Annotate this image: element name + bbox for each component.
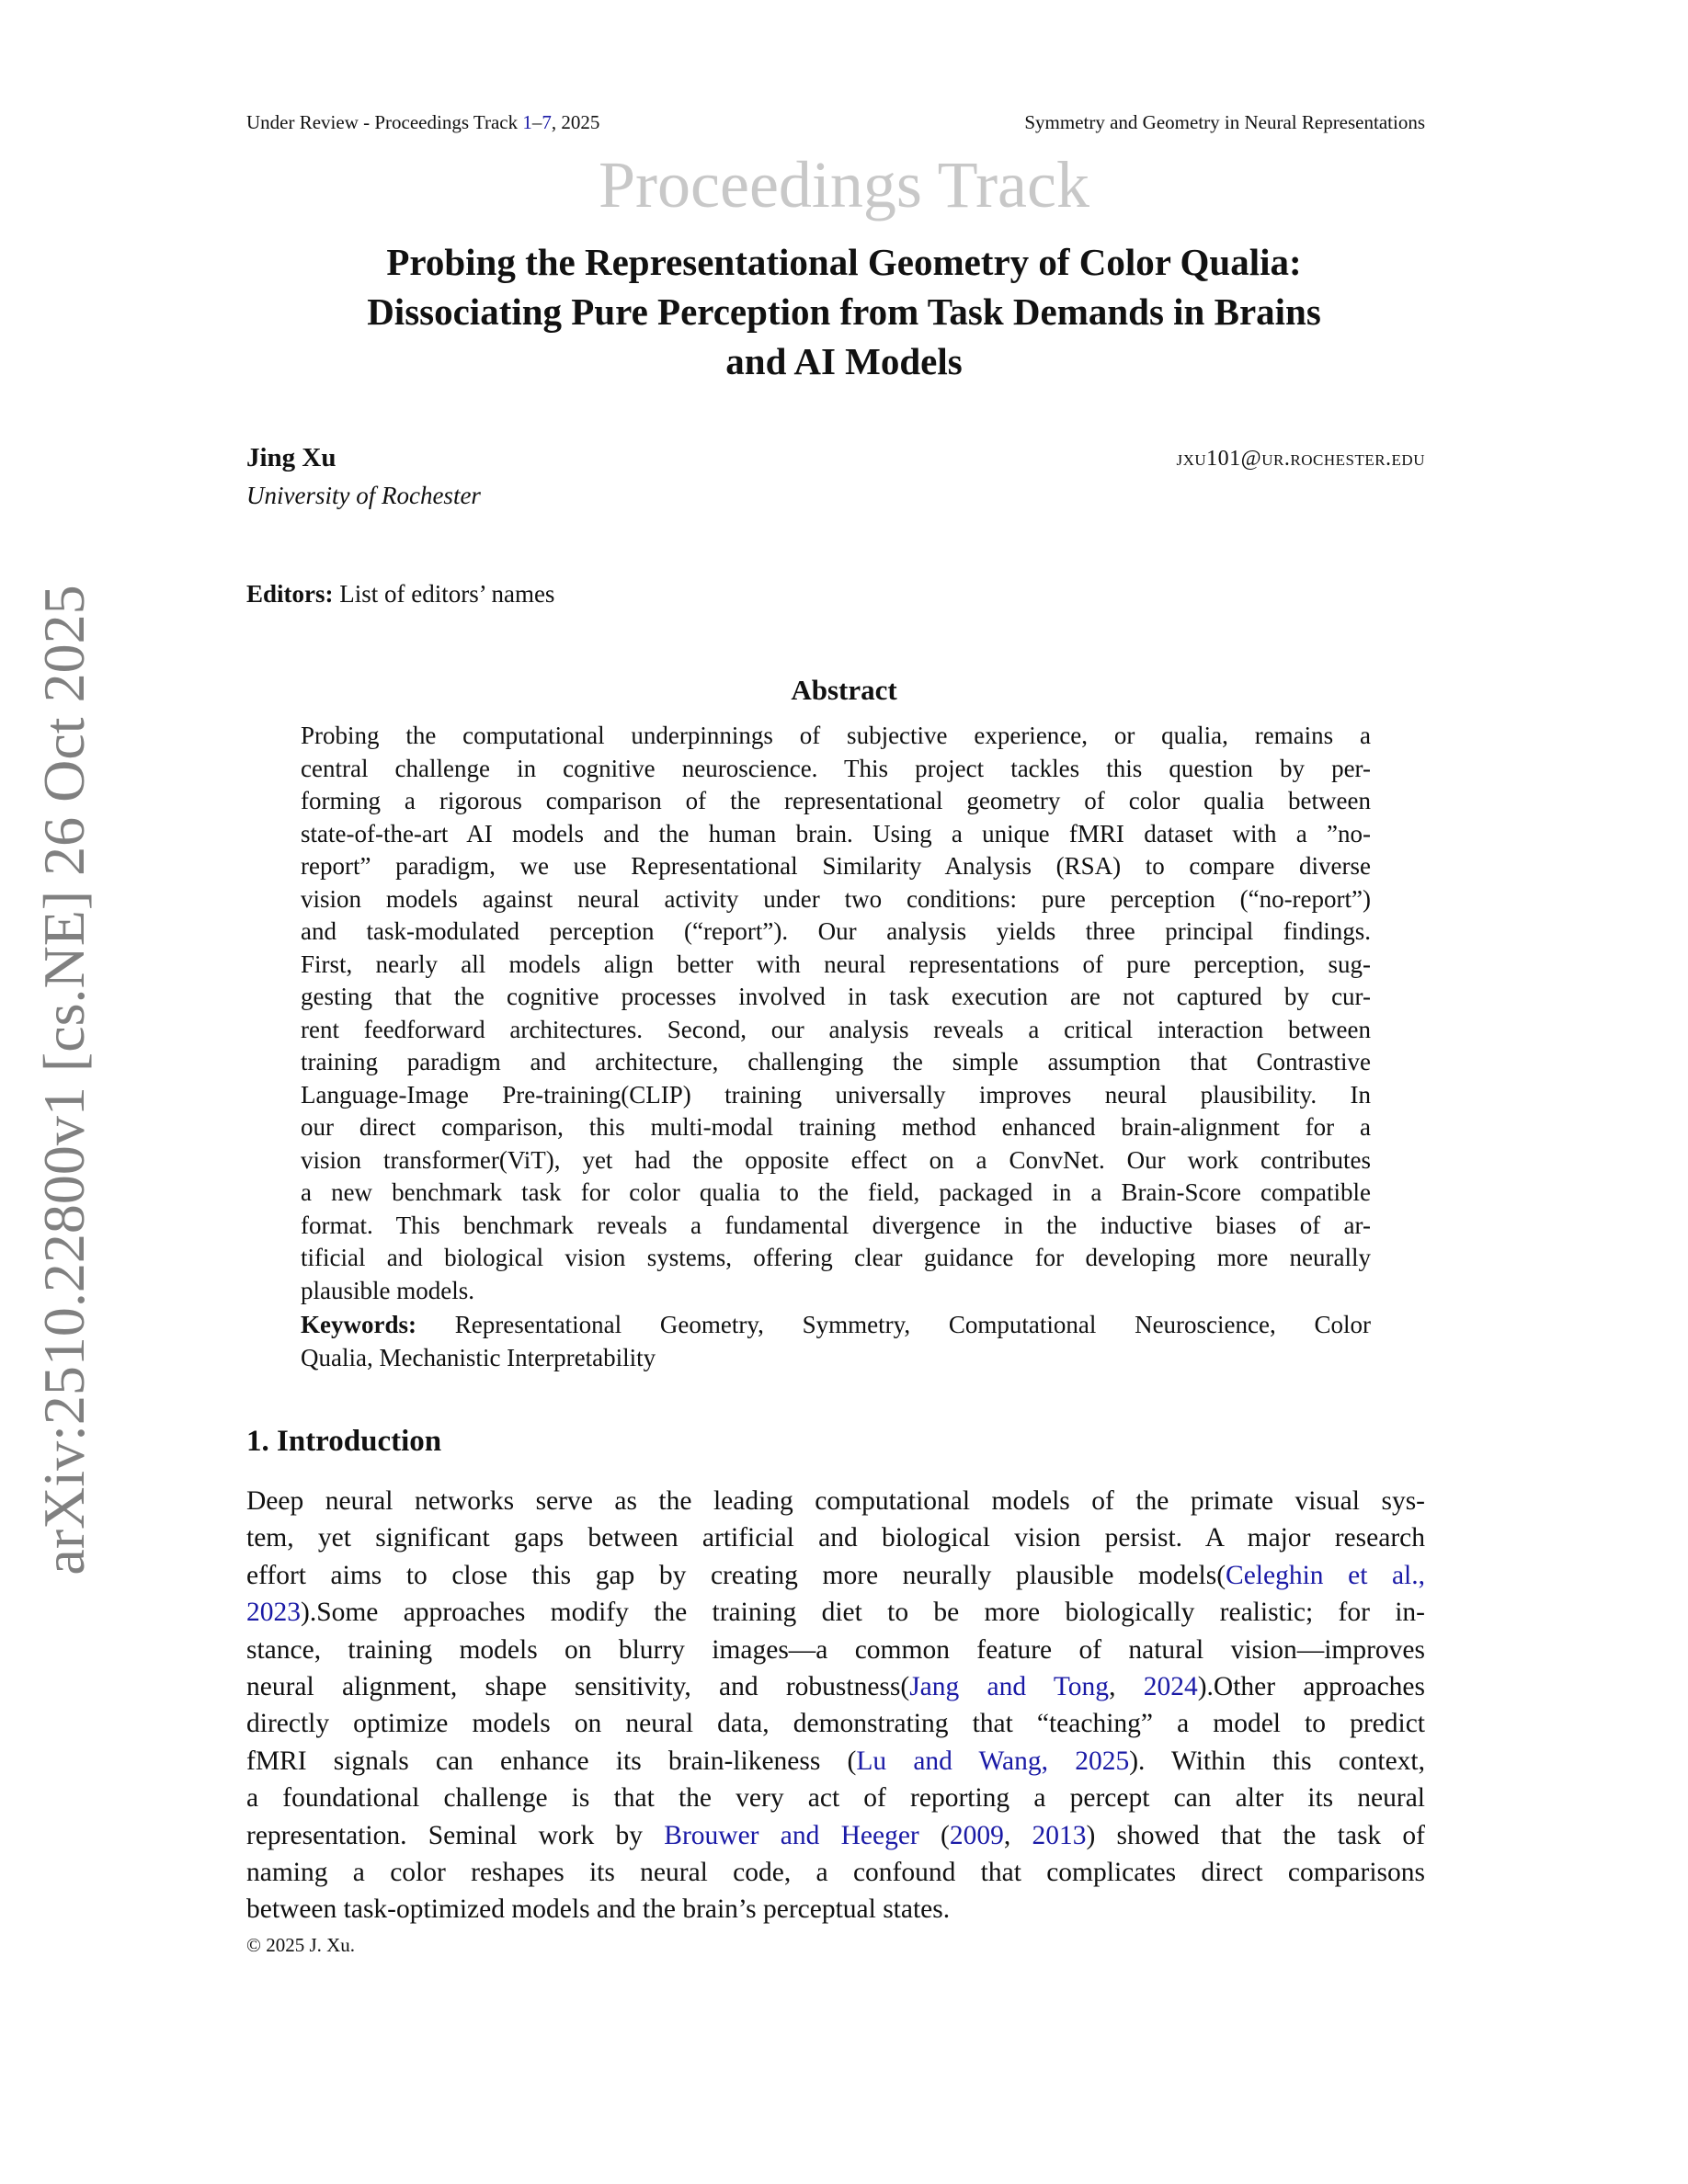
abstract-line: state-of-the-art AI models and the human brain. Using a unique fMRI dataset with a ”no- [301,819,1371,847]
citation-link[interactable]: 2013 [1032,1820,1087,1850]
abstract-line: and task-modulated perception (“report”). Our analysis yields three principal findings. [301,917,1371,945]
section-heading-introduction: 1. Introduction [246,1425,442,1458]
text-span: fMRI signals can enhance its brain-likeness ( [246,1746,857,1776]
keywords-label: Keywords: [301,1311,416,1338]
paragraph-line [246,1891,1425,1928]
abstract-line: our direct comparison, this multi-modal training method enhanced brain-alignment for a [301,1113,1371,1141]
text-span: naming a color reshapes its neural code, a confound that complicates direct comparisons [246,1857,1425,1887]
running-header-right: Symmetry and Geometry in Neural Representations [1024,111,1425,133]
title-line: Dissociating Pure Perception from Task Demands in Brains [367,290,1321,333]
abstract-line: forming a rigorous comparison of the representational geometry of color qualia between [301,787,1371,814]
abstract-line: training paradigm and architecture, challenging the simple assumption that Contrastive [301,1048,1371,1075]
author-affiliation: University of Rochester [246,482,481,509]
text-span: neural alignment, shape sensitivity, and robustness( [246,1671,910,1701]
page-link-end[interactable]: 7 [542,111,552,133]
abstract-line: central challenge in cognitive neuroscience. This project tackles this question by per- [301,754,1371,782]
text-span: ( [918,1820,950,1850]
title-line: Probing the Representational Geometry of Color Qualia: [386,241,1302,283]
paragraph-line [246,1668,1425,1705]
text-span: between task-optimized models and the brain’s perceptual states. [246,1894,951,1925]
copyright-notice: © 2025 J. Xu. [246,1934,356,1956]
abstract-line: First, nearly all models align better with neural representations of pure perception, sug- [301,950,1371,978]
citation-link[interactable]: Jang and Tong [909,1671,1110,1701]
arxiv-identifier-stamp: arXiv:2510.22800v1 [cs.NE] 26 Oct 2025 [31,585,97,1575]
text-span: a foundational challenge is that the very act of reporting a percept can alter its neural [246,1783,1425,1814]
paragraph-line [246,1705,1425,1742]
citation-link[interactable]: Celeghin et al., [1226,1560,1426,1590]
text-span: stance, training models on blurry images—a common feature of natural vision—improves [246,1634,1425,1665]
header-venue: Under Review - Proceedings Track [246,111,523,133]
paragraph-line [246,1632,1425,1668]
text-span: ) showed that the task of [1086,1820,1425,1850]
paragraph-line [246,1854,1425,1891]
paragraph-line [246,1743,1425,1780]
keywords-line [301,1309,1371,1342]
text-span: , [1003,1820,1032,1850]
page-link-start[interactable]: 1 [522,111,532,133]
text-span: , [1109,1671,1144,1701]
proceedings-watermark: Proceedings Track [599,148,1089,222]
text-span: Deep neural networks serve as the leading computational models of the primate visual sys- [246,1486,1425,1516]
text-span: ).Some approaches modify the training diet to be more biologically realistic; for in- [301,1598,1425,1628]
paragraph-line [246,1557,1425,1594]
author-email: jxu101@ur.rochester.edu [1176,447,1425,471]
abstract-line: rent feedforward architectures. Second, our analysis reveals a critical interaction between [301,1015,1371,1043]
introduction-body [246,1483,1425,1928]
abstract-line: gesting that the cognitive processes involved in task execution are not captured by cur- [301,983,1371,1010]
text-span: tem, yet significant gaps between artificial and biological vision persist. A major research [246,1523,1425,1553]
editors-line [246,580,554,609]
title-line: and AI Models [725,340,963,382]
header-year: , 2025 [551,111,600,133]
text-span: effort aims to close this gap by creating more neurally plausible models( [246,1560,1226,1590]
paragraph-line [246,1817,1425,1854]
citation-link[interactable]: 2009 [949,1820,1004,1850]
paragraph-line [246,1483,1425,1519]
abstract-line: format. This benchmark reveals a fundamental divergence in the inductive biases of ar- [301,1211,1371,1239]
editors-value: List of editors’ names [333,580,555,608]
citation-link[interactable]: Brouwer and Heeger [664,1820,919,1850]
abstract-line: vision models against neural activity under two conditions: pure perception (“no-report”) [301,884,1371,913]
text-span: directly optimize models on neural data, demonstrating that “teaching” a model to predict [246,1709,1425,1739]
page-range-sep: – [531,111,542,133]
paper-title [230,237,1458,386]
abstract-heading: Abstract [791,674,897,706]
text-span: representation. Seminal work by [246,1820,665,1850]
citation-link[interactable]: 2024 [1143,1671,1198,1701]
abstract-line: a new benchmark task for color qualia to the field, packaged in a Brain-Score compatible [301,1178,1371,1206]
citation-link[interactable]: Lu and Wang, 2025 [856,1746,1130,1776]
abstract-line: Probing the computational underpinnings of subjective experience, or qualia, remains a [301,722,1371,749]
abstract-line: report” paradigm, we use Representational Similarity Analysis (RSA) to compare diverse [301,852,1371,880]
abstract-line: vision transformer(ViT), yet had the opposite effect on a ConvNet. Our work contributes [301,1145,1371,1174]
keywords-text: Representational Geometry, Symmetry, Computational Neuroscience, Color [416,1311,1371,1338]
running-header-left [246,111,599,134]
paragraph-line [246,1519,1425,1556]
text-span: ).Other approaches [1197,1671,1426,1701]
abstract-line: plausible models. [301,1276,474,1304]
abstract-line: Language-Image Pre-training(CLIP) training universally improves neural plausibility. In [301,1080,1371,1109]
abstract-body [301,720,1371,1374]
citation-link[interactable]: 2023 [246,1598,301,1628]
text-span: ). Within this context, [1129,1746,1426,1776]
paragraph-line [246,1594,1425,1631]
paragraph-line [246,1780,1425,1816]
editors-label: Editors: [246,580,334,608]
keywords-line: Qualia, Mechanistic Interpretability [301,1343,656,1371]
abstract-line: tificial and biological vision systems, offering clear guidance for developing more neurally [301,1244,1371,1271]
author-name: Jing Xu [246,443,336,472]
